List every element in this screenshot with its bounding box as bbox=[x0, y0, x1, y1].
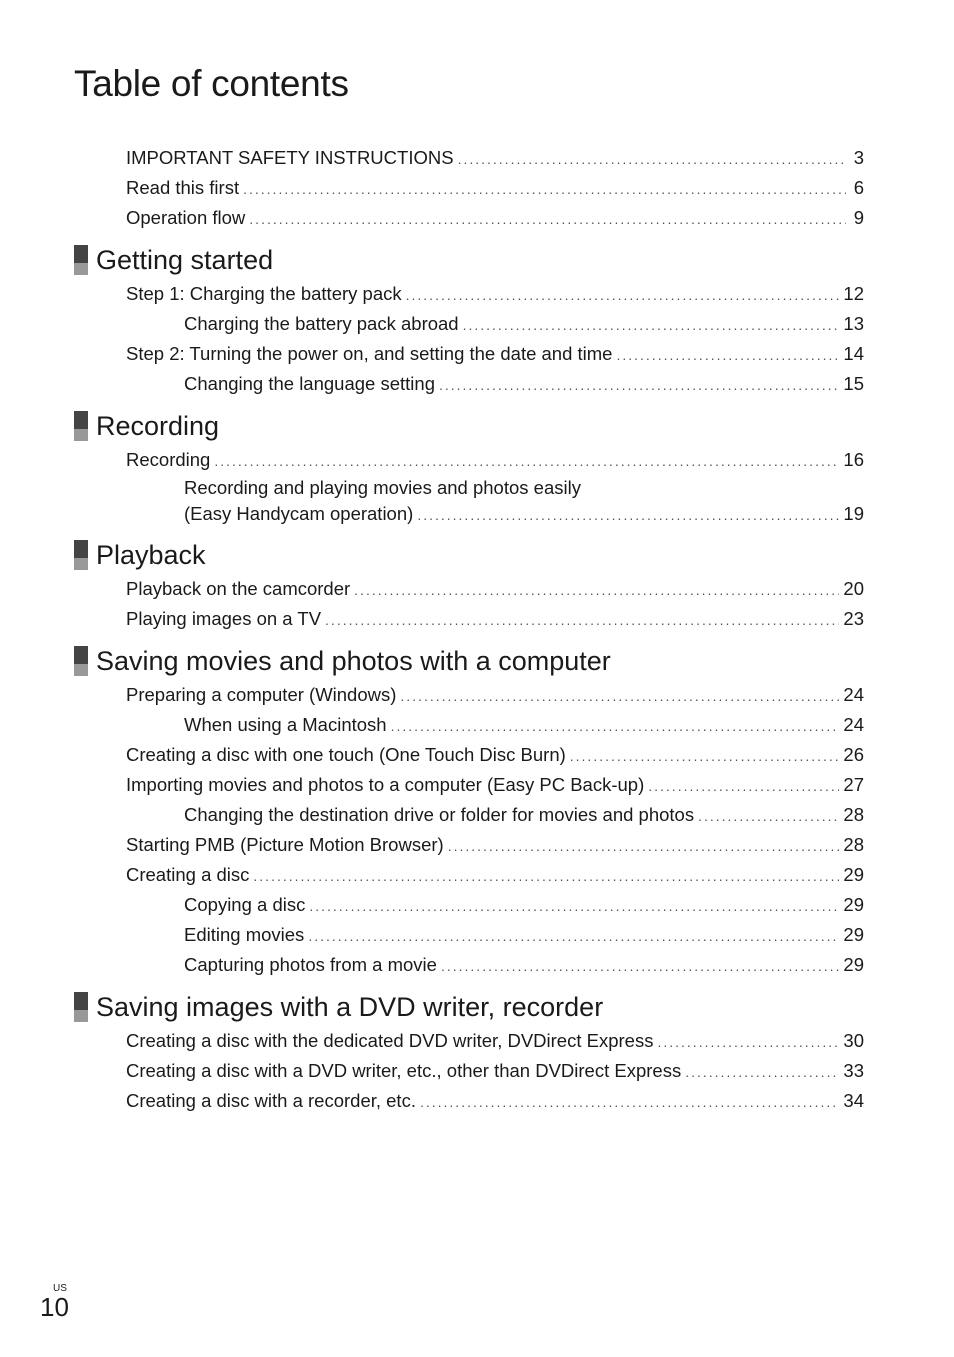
toc-subentry[interactable] bbox=[184, 950, 864, 980]
toc-entry-page: 26 bbox=[843, 744, 864, 765]
toc-entry-page: 29 bbox=[843, 924, 864, 945]
toc-subentry[interactable] bbox=[184, 710, 864, 740]
toc-entry-label: Importing movies and photos to a computer (Easy PC Back-up) bbox=[126, 774, 645, 795]
toc-subentry[interactable] bbox=[184, 309, 864, 339]
dot-leader bbox=[441, 951, 839, 981]
toc-entry-label: Creating a disc with the dedicated DVD writer, DVDirect Express bbox=[126, 1030, 654, 1051]
dot-leader bbox=[308, 921, 839, 951]
dot-leader bbox=[616, 340, 839, 370]
toc-entry-label: Read this first bbox=[126, 177, 240, 198]
section-recording bbox=[74, 407, 864, 528]
toc-entry-page: 13 bbox=[843, 313, 864, 334]
section-heading[interactable] bbox=[74, 642, 864, 680]
toc-entry-label: Playback on the camcorder bbox=[126, 578, 351, 599]
section-saving-with-computer bbox=[74, 642, 864, 980]
toc-entry-page: 16 bbox=[843, 449, 864, 470]
toc-entry[interactable] bbox=[126, 574, 864, 604]
dot-leader bbox=[648, 771, 839, 801]
toc-entry-page: 20 bbox=[843, 578, 864, 599]
section-heading[interactable] bbox=[74, 988, 864, 1026]
dot-leader bbox=[253, 861, 839, 891]
toc-entry-label: Recording bbox=[126, 449, 211, 470]
section-getting-started bbox=[74, 241, 864, 399]
toc-entry[interactable] bbox=[126, 173, 864, 203]
toc-entry-page: 30 bbox=[843, 1030, 864, 1051]
toc-subentry[interactable] bbox=[184, 369, 864, 399]
dot-leader bbox=[570, 741, 840, 771]
toc-entry-page: 23 bbox=[843, 608, 864, 629]
toc-entry-label: Creating a disc bbox=[126, 864, 250, 885]
toc-entry-label: Operation flow bbox=[126, 207, 246, 228]
toc-entry-page: 28 bbox=[843, 834, 864, 855]
dot-leader bbox=[214, 446, 839, 476]
dot-leader bbox=[406, 280, 840, 310]
toc-entry-label: Copying a disc bbox=[184, 894, 306, 915]
toc-entry-label: Creating a disc with a DVD writer, etc., other than DVDirect Express bbox=[126, 1060, 682, 1081]
toc-entry[interactable] bbox=[126, 1026, 864, 1056]
toc-entry-page: 27 bbox=[843, 774, 864, 795]
section-heading[interactable] bbox=[74, 241, 864, 279]
toc-subentry[interactable] bbox=[184, 920, 864, 950]
footer-page-number: 10 bbox=[40, 1292, 69, 1322]
toc-subentry[interactable] bbox=[184, 800, 864, 830]
toc-entry-page: 14 bbox=[843, 343, 864, 364]
toc-entry-page: 28 bbox=[843, 804, 864, 825]
section-playback bbox=[74, 536, 864, 634]
toc-entry-page: 29 bbox=[843, 864, 864, 885]
toc-entry[interactable] bbox=[126, 830, 864, 860]
toc-entry[interactable] bbox=[126, 740, 864, 770]
toc-entry-label: Playing images on a TV bbox=[126, 608, 322, 629]
section-marker-icon bbox=[74, 245, 88, 275]
dot-leader bbox=[657, 1027, 839, 1057]
toc-entry[interactable] bbox=[126, 770, 864, 800]
toc-entry-page: 9 bbox=[853, 207, 864, 228]
toc-entry[interactable] bbox=[126, 445, 864, 475]
dot-leader bbox=[391, 711, 840, 741]
dot-leader bbox=[309, 891, 839, 921]
dot-leader bbox=[400, 681, 839, 711]
toc-entry-page: 15 bbox=[843, 373, 864, 394]
toc-subentry[interactable] bbox=[184, 475, 864, 528]
dot-leader bbox=[243, 174, 846, 204]
section-title: Saving images with a DVD writer, recorder bbox=[96, 992, 604, 1022]
toc-entry-page: 24 bbox=[843, 684, 864, 705]
section-marker-icon bbox=[74, 992, 88, 1022]
dot-leader bbox=[249, 204, 846, 234]
section-marker-icon bbox=[74, 540, 88, 570]
toc-entry-label: Step 2: Turning the power on, and setting the date and time bbox=[126, 343, 613, 364]
dot-leader bbox=[685, 1057, 839, 1087]
dot-leader bbox=[439, 370, 839, 400]
dot-leader bbox=[420, 1087, 839, 1117]
toc-entry[interactable] bbox=[126, 860, 864, 890]
toc-entry-page: 6 bbox=[853, 177, 864, 198]
toc-entry-page: 29 bbox=[843, 954, 864, 975]
toc-entry-page: 12 bbox=[843, 283, 864, 304]
toc-entry-label: Changing the language setting bbox=[184, 373, 435, 394]
dot-leader bbox=[698, 801, 839, 831]
toc-entry-page: 34 bbox=[843, 1090, 864, 1111]
toc-entry-label: Preparing a computer (Windows) bbox=[126, 684, 397, 705]
toc-entry[interactable] bbox=[126, 339, 864, 369]
toc-entry-page: 3 bbox=[853, 147, 864, 168]
toc-entry[interactable] bbox=[126, 680, 864, 710]
dot-leader bbox=[417, 502, 839, 528]
toc-entry-page: 19 bbox=[843, 503, 864, 524]
dot-leader bbox=[463, 310, 840, 340]
dot-leader bbox=[448, 831, 840, 861]
toc-entry-label: Capturing photos from a movie bbox=[184, 954, 437, 975]
toc-entry[interactable] bbox=[126, 604, 864, 634]
section-marker-icon bbox=[74, 411, 88, 441]
toc-entry-page: 24 bbox=[843, 714, 864, 735]
toc-entry-page: 33 bbox=[843, 1060, 864, 1081]
toc-entry-page: 29 bbox=[843, 894, 864, 915]
section-title: Saving movies and photos with a computer bbox=[96, 646, 611, 676]
dot-leader bbox=[354, 575, 839, 605]
section-saving-with-dvd-writer bbox=[74, 988, 864, 1116]
section-marker-icon bbox=[74, 646, 88, 676]
toc-entry-label: Recording and playing movies and photos easily bbox=[184, 477, 581, 498]
page-title: Table of contents bbox=[74, 62, 349, 104]
section-heading[interactable] bbox=[74, 407, 864, 445]
dot-leader bbox=[325, 605, 839, 635]
intro-entries bbox=[74, 143, 864, 233]
dot-leader bbox=[458, 144, 846, 174]
toc-entry-label: Editing movies bbox=[184, 924, 305, 945]
footer-region-code: US bbox=[53, 1283, 67, 1294]
toc-entry-label: Changing the destination drive or folder for movies and photos bbox=[184, 804, 695, 825]
section-title: Getting started bbox=[96, 245, 274, 275]
section-heading[interactable] bbox=[74, 536, 864, 574]
toc-entry[interactable] bbox=[126, 1086, 864, 1116]
section-title: Recording bbox=[96, 411, 220, 441]
toc-entry-label-continued: (Easy Handycam operation) bbox=[184, 503, 414, 524]
toc-entry[interactable] bbox=[126, 279, 864, 309]
toc-entry-label: Charging the battery pack abroad bbox=[184, 313, 459, 334]
toc-entry-label: Creating a disc with a recorder, etc. bbox=[126, 1090, 416, 1111]
toc-entry-label: IMPORTANT SAFETY INSTRUCTIONS bbox=[126, 147, 454, 168]
toc-entry[interactable] bbox=[126, 203, 864, 233]
table-of-contents bbox=[74, 143, 864, 1116]
toc-subentry[interactable] bbox=[184, 890, 864, 920]
toc-entry[interactable] bbox=[126, 143, 864, 173]
section-title: Playback bbox=[96, 540, 206, 570]
toc-entry-label: Starting PMB (Picture Motion Browser) bbox=[126, 834, 444, 855]
toc-entry-label: When using a Macintosh bbox=[184, 714, 387, 735]
toc-entry-label: Step 1: Charging the battery pack bbox=[126, 283, 402, 304]
toc-entry-label: Creating a disc with one touch (One Touch Disc Burn) bbox=[126, 744, 566, 765]
toc-entry[interactable] bbox=[126, 1056, 864, 1086]
